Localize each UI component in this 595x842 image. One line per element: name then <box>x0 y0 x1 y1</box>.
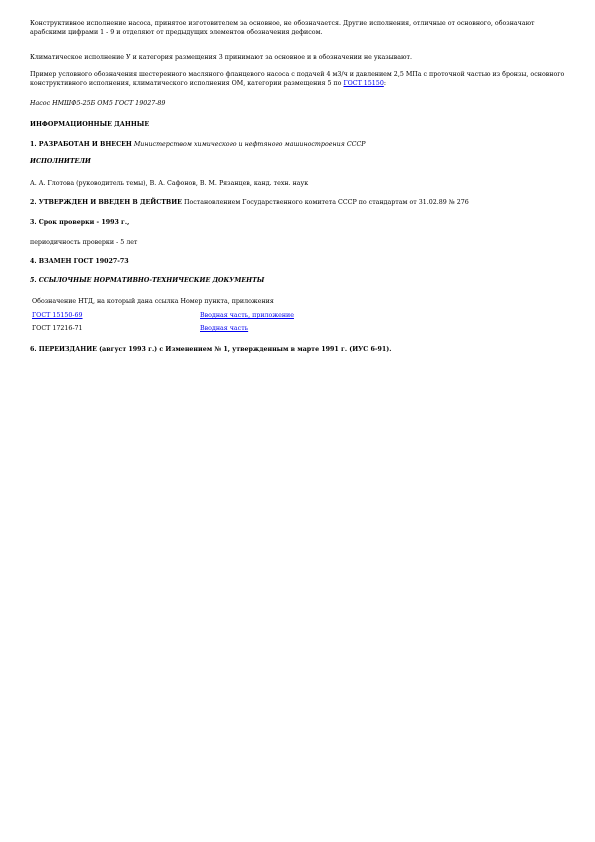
section-2-approved <box>30 198 570 207</box>
section-1-developed <box>30 140 570 149</box>
executors-list: А. А. Глотова (руководитель темы), В. А. Сафонов, В. М. Рязанцев, канд. техн. наук <box>30 180 309 187</box>
section-5-references-heading: 5. ССЫЛОЧНЫЕ НОРМАТИВНО-ТЕХНИЧЕСКИЕ ДОКУМЕНТЫ <box>30 277 265 284</box>
gost-15150-link[interactable]: ГОСТ 15150 <box>343 80 384 88</box>
info-data-heading: ИНФОРМАЦИОННЫЕ ДАННЫЕ <box>30 121 150 128</box>
section-3-review-date: 3. Срок проверки - 1993 г., <box>30 219 130 226</box>
table-row <box>30 311 570 321</box>
paragraph-designation-example <box>30 70 570 88</box>
example-intro-colon: : <box>383 80 386 88</box>
table-header-text: Обозначение НТД, на который дана ссылка Номер пункта, приложения <box>32 298 274 305</box>
table-row <box>30 324 570 334</box>
example-designation: Насос НМШФ5-25Б ОМ5 ГОСТ 19027-89 <box>30 100 166 107</box>
intro-part-link[interactable]: Вводная часть <box>200 325 249 332</box>
references-table-header <box>30 297 570 307</box>
gost-15150-69-link[interactable]: ГОСТ 15150-69 <box>32 312 83 319</box>
intro-appendix-link[interactable]: Вводная часть, приложение <box>200 312 294 319</box>
paragraph-constructive-execution: Конструктивное исполнение насоса, принятое изготовителем за основное, не обозначается. Другие исполнения, отличные от основного, обозначают арабскими цифрами 1 - 9 и отделяют от предыдущих элементов обозначения дефисом. <box>30 20 535 37</box>
section-1-prefix: 1. РАЗРАБОТАН И ВНЕСЕН <box>30 141 132 148</box>
paragraph-climatic-execution: Климатическое исполнение У и категория размещения 3 принимают за основное и в обозначении не указывают. <box>30 54 412 61</box>
section-1-text: Министерством химического и нефтяного машиностроения СССР <box>131 141 366 148</box>
executors-heading: ИСПОЛНИТЕЛИ <box>30 158 91 165</box>
review-periodicity: периодичность проверки - 5 лет <box>30 239 138 246</box>
section-2-prefix: 2. УТВЕРЖДЕН И ВВЕДЕН В ДЕЙСТВИЕ <box>30 199 182 206</box>
section-4-replaces: 4. ВЗАМЕН ГОСТ 19027-73 <box>30 258 129 265</box>
section-6-reissue: 6. ПЕРЕИЗДАНИЕ (август 1993 г.) с Изменением № 1, утвержденным в марте 1991 г. (ИУС 6-91). <box>30 346 392 353</box>
section-2-text: Постановлением Государственного комитета СССР по стандартам от 31.02.89 № 276 <box>181 199 469 206</box>
gost-17216-71-text: ГОСТ 17216-71 <box>32 325 83 332</box>
example-intro-text: Пример условного обозначения шестеренного масляного фланцевого насоса с подачей 4 м3/ч и давлением 2,5 МПа с проточной частью из бронзы, основного конструктивного исполнения, климатического исполнения ОМ, категории размещения 5 по <box>30 71 565 88</box>
